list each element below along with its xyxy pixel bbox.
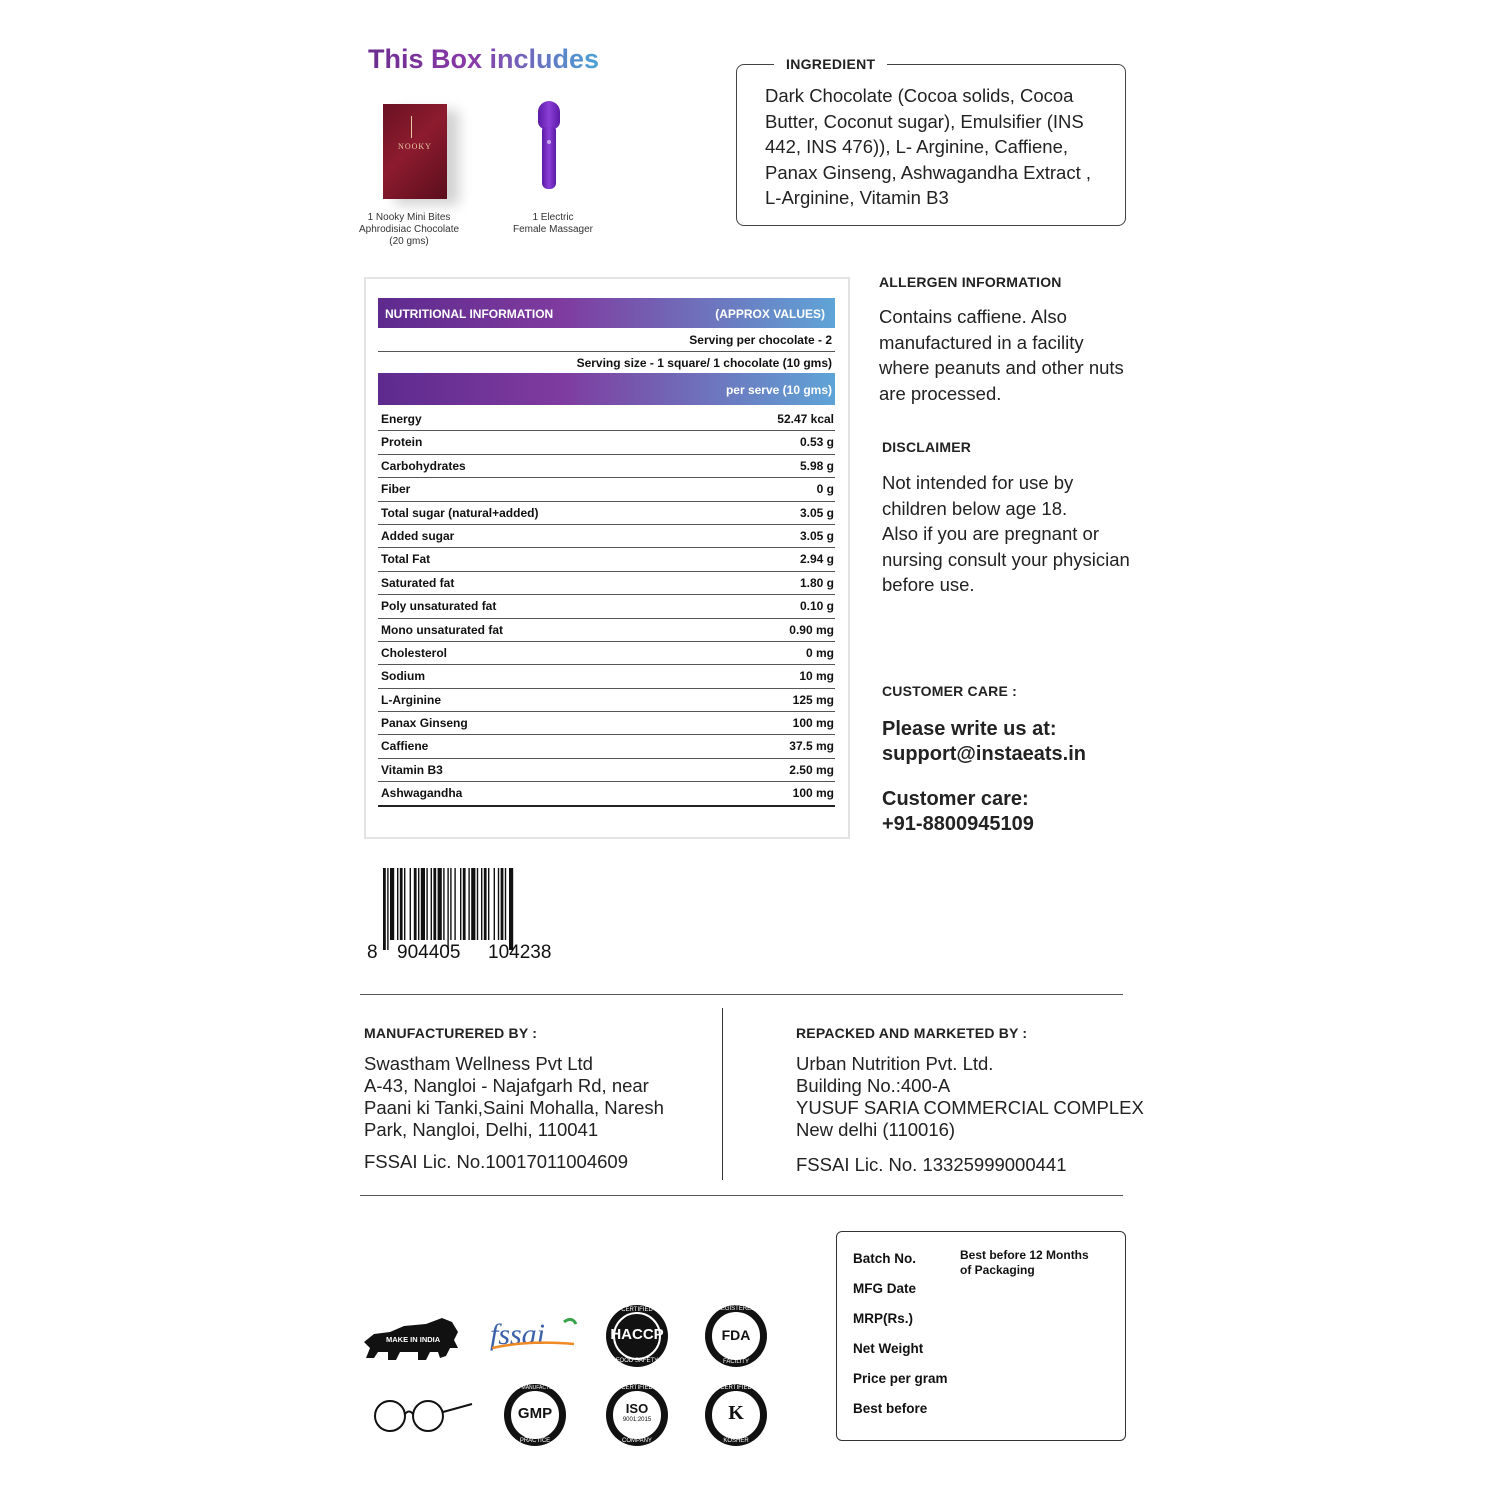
nutrient-value: 100 mg: [792, 716, 834, 731]
iso-ring-top: CERTIFIED: [621, 1385, 653, 1391]
barcode-bar: [426, 868, 427, 940]
gmp-ring-bottom: PRACTICE: [519, 1438, 551, 1444]
serving-size-row: [378, 352, 835, 375]
gmp-ring-top: GOOD MANUFACTURING: [504, 1385, 566, 1391]
customer-care-phone[interactable]: +91-8800945109: [882, 813, 1034, 835]
massager-image: [538, 101, 560, 129]
kosher-text: K: [728, 1402, 744, 1424]
best-note-line: of Packaging: [960, 1263, 1035, 1277]
address-line: A-43, Nangloi - Najafgarh Rd, near: [364, 1075, 649, 1096]
marketer-fssai: FSSAI Lic. No. 13325999000441: [796, 1154, 1067, 1175]
nutrient-name: Mono unsaturated fat: [381, 622, 503, 637]
nutrition-row: [378, 478, 835, 501]
iso-text: ISO: [625, 1401, 649, 1416]
ingredient-line: Butter, Coconut sugar), Emulsifier (INS: [765, 110, 1084, 132]
chocolate-box-image: [383, 104, 447, 199]
iso-badge: [606, 1384, 668, 1446]
caption-line: Aphrodisiac Chocolate: [358, 224, 460, 235]
serving-per: Serving per chocolate - 2: [689, 333, 832, 347]
allergen-line: where peanuts and other nuts: [879, 357, 1124, 378]
manufacturer-label: MANUFACTURERED BY :: [364, 1025, 538, 1041]
nutrient-value: 0.90 mg: [789, 622, 834, 637]
haccp-ring-top: CERTIFIED: [621, 1307, 653, 1313]
barcode-bar: [460, 868, 461, 940]
ingredient-line: 442, INS 476)), L- Arginine, Caffiene,: [765, 136, 1069, 157]
product-caption-massager: [478, 212, 628, 236]
caption-line: 1 Nooky Mini Bites: [367, 212, 451, 223]
nutrition-row: [378, 525, 835, 548]
manufacturer-address: [364, 1053, 664, 1141]
nutrient-name: Carbohydrates: [381, 458, 466, 473]
nutrient-name: Energy: [381, 412, 422, 426]
barcode-bar: [498, 868, 499, 940]
massager-handle: [542, 127, 556, 189]
nutrition-row: [378, 548, 835, 571]
nutrition-row: [378, 408, 835, 431]
fda-ring-top: REGISTERED: [716, 1306, 756, 1312]
nutrient-name: Saturated fat: [381, 575, 455, 590]
nutrition-row: [378, 689, 835, 712]
barcode-bar: [421, 868, 425, 940]
best-note-line: Best before 12 Months: [960, 1248, 1089, 1262]
per-serve-label: per serve (10 gms): [725, 383, 832, 397]
kosher-ring-top: CERTIFIED: [720, 1385, 752, 1391]
gandhi-glasses-logo: [370, 1394, 476, 1434]
allergen-line: are processed.: [879, 382, 1002, 404]
nutrient-value: 1.80 g: [799, 575, 834, 590]
rose-icon: [411, 116, 420, 138]
nutrition-row: [378, 595, 835, 618]
barcode-bar: [501, 868, 504, 940]
allergen-label: ALLERGEN INFORMATION: [879, 274, 1062, 290]
allergen-text: [879, 304, 1124, 406]
barcode-bar: [404, 868, 405, 940]
barcode-digits-right: 104238: [488, 942, 552, 963]
barcode-bar: [433, 868, 436, 940]
haccp-ring-bottom: FOOD SAFETY: [615, 1358, 659, 1364]
nutrient-value: 37.5 mg: [789, 739, 834, 754]
barcode-bar: [410, 868, 411, 940]
barcode-bar: [494, 868, 495, 940]
nutrient-value: 0 mg: [805, 645, 834, 660]
barcode-digits-left: 904405: [397, 942, 461, 963]
fssai-logo: [488, 1314, 578, 1354]
serving-size: Serving size - 1 square/ 1 chocolate (10 gms): [576, 356, 832, 370]
haccp-text: HACCP: [610, 1326, 664, 1343]
batch-no-label: Batch No.: [853, 1251, 917, 1266]
make-in-india-logo: [360, 1312, 462, 1364]
nutrient-value: 10 mg: [799, 669, 834, 684]
nutrition-row: [378, 759, 835, 782]
nutrient-name: Added sugar: [381, 528, 455, 543]
disclaimer-text: [882, 470, 1130, 598]
nutrition-row: [378, 782, 835, 806]
nutrient-name: Total sugar (natural+added): [381, 505, 539, 520]
barcode: [383, 868, 573, 950]
nutrient-name: Vitamin B3: [381, 762, 443, 777]
price-per-gram-label: Price per gram: [853, 1371, 948, 1386]
customer-care-contact: [882, 717, 1086, 837]
customer-care-line: Customer care:: [882, 788, 1029, 810]
nutrition-row: [378, 642, 835, 665]
barcode-bar: [463, 868, 466, 940]
mrp-label: MRP(Rs.): [853, 1311, 913, 1326]
gmp-badge: [504, 1384, 566, 1446]
make-in-india-text: MAKE IN INDIA: [386, 1335, 441, 1344]
address-line: New delhi (110016): [796, 1119, 956, 1140]
barcode-bar: [438, 868, 442, 940]
disclaimer-line: nursing consult your physician: [882, 548, 1130, 570]
marketer-address: [796, 1053, 1144, 1141]
haccp-badge: [606, 1305, 668, 1367]
barcode-bar: [414, 868, 417, 940]
barcode-bar: [387, 868, 388, 950]
iso-sub-text: 9001:2015: [622, 1417, 652, 1423]
address-line: Building No.:400-A: [796, 1075, 951, 1096]
barcode-bar: [471, 868, 475, 940]
nutrient-name: Panax Ginseng: [381, 716, 468, 731]
allergen-line: Contains caffiene. Also: [879, 306, 1067, 327]
address-line: YUSUF SARIA COMMERCIAL COMPLEX: [796, 1097, 1144, 1118]
nutrient-value: 0.53 g: [799, 435, 834, 450]
nutrient-name: Caffiene: [381, 739, 429, 754]
barcode-bar: [443, 868, 444, 940]
nutrition-row: [378, 455, 835, 478]
nutrition-row: [378, 572, 835, 595]
ingredient-line: L-Arginine, Vitamin B3: [765, 187, 949, 208]
ingredient-label: INGREDIENT: [774, 56, 887, 72]
divider-top: [360, 994, 1123, 995]
nutrient-value: 0 g: [816, 482, 834, 497]
massager-button: [547, 140, 551, 144]
address-line: Swastham Wellness Pvt Ltd: [364, 1053, 593, 1074]
barcode-bar: [390, 868, 394, 940]
caption-line: Female Massager: [512, 224, 594, 235]
support-email[interactable]: support@instaeats.in: [882, 743, 1086, 765]
nutrition-row: [378, 502, 835, 525]
nutrient-name: Protein: [381, 435, 423, 450]
nutrition-row: [378, 735, 835, 758]
barcode-bar: [481, 868, 482, 940]
fda-badge: [705, 1305, 767, 1367]
nutrition-row: [378, 619, 835, 642]
nutrient-value: 3.05 g: [799, 528, 834, 543]
nutrient-name: Poly unsaturated fat: [381, 599, 497, 614]
write-us-line: Please write us at:: [882, 718, 1057, 740]
kosher-ring-bottom: KOSHER: [723, 1438, 749, 1444]
fda-ring-bottom: FACILITY: [722, 1359, 749, 1365]
marketer-label: REPACKED AND MARKETED BY :: [796, 1025, 1028, 1041]
disclaimer-line: Also if you are pregnant or: [882, 523, 1099, 544]
ingredient-text: [765, 83, 1110, 211]
product-caption-chocolate: [334, 212, 484, 248]
divider-vertical: [722, 1008, 723, 1180]
barcode-bar: [468, 868, 469, 940]
nutrient-value: 2.50 mg: [789, 762, 834, 777]
address-line: Paani ki Tanki,Saini Mohalla, Naresh: [364, 1097, 664, 1118]
nutrient-value: 3.05 g: [799, 505, 834, 520]
barcode-bar: [505, 868, 506, 940]
address-line: Urban Nutrition Pvt. Ltd.: [796, 1053, 994, 1074]
nutrient-value: 2.94 g: [799, 552, 834, 567]
nutrition-title: NUTRITIONAL INFORMATION: [385, 307, 554, 321]
fda-text: FDA: [721, 1327, 751, 1343]
approx-values: (APPROX VALUES): [715, 307, 825, 321]
nutrition-header: [378, 298, 835, 328]
kosher-badge: [705, 1384, 767, 1446]
ingredient-line: Panax Ginseng, Ashwagandha Extract ,: [765, 161, 1092, 183]
net-weight-label: Net Weight: [853, 1341, 924, 1356]
nutrient-name: L-Arginine: [381, 692, 441, 707]
caption-line: 1 Electric: [532, 212, 574, 223]
caption-line: (20 gms): [389, 236, 429, 247]
disclaimer-label: DISCLAIMER: [882, 439, 972, 455]
nutrient-value: 0.10 g: [799, 599, 834, 614]
nutrient-value: 5.98 g: [799, 458, 834, 473]
barcode-bar: [418, 868, 419, 940]
ingredient-line: Dark Chocolate (Cocoa solids, Cocoa: [765, 85, 1074, 106]
nutrient-name: Sodium: [381, 669, 425, 684]
allergen-line: manufactured in a facility: [879, 331, 1084, 353]
disclaimer-line: Not intended for use by: [882, 472, 1074, 493]
disclaimer-line: children below age 18.: [882, 497, 1068, 519]
barcode-bar: [450, 868, 451, 940]
nutrition-rows: [378, 408, 835, 807]
nutrient-name: Total Fat: [381, 552, 431, 567]
nutrition-row: [378, 712, 835, 735]
nutrient-name: Cholesterol: [381, 645, 448, 660]
serving-per-row: [378, 329, 835, 352]
barcode-bar: [509, 868, 513, 950]
per-serve-header: [378, 373, 835, 405]
barcode-bar: [447, 868, 448, 950]
nutrient-name: Fiber: [381, 482, 411, 497]
barcode-bar: [383, 868, 386, 950]
barcode-bar: [488, 868, 489, 940]
nutrient-value: 100 mg: [792, 786, 834, 801]
barcode-bar: [484, 868, 487, 940]
address-line: Park, Nangloi, Delhi, 110041: [364, 1119, 599, 1140]
best-before-label: Best before: [853, 1401, 928, 1416]
barcode-bar: [400, 868, 403, 940]
best-before-note: [960, 1248, 1100, 1278]
customer-care-label: CUSTOMER CARE :: [882, 683, 1017, 699]
fssai-text: fssai: [490, 1318, 546, 1351]
barcode-digit-first: 8: [367, 942, 378, 963]
iso-ring-bottom: COMPANY: [622, 1438, 652, 1444]
box-title: This Box includes: [368, 44, 600, 74]
nutrition-row: [378, 665, 835, 688]
gmp-text: GMP: [517, 1405, 553, 1422]
barcode-bar: [454, 868, 455, 940]
divider-bottom: [360, 1195, 1123, 1196]
nutrition-row: [378, 431, 835, 454]
barcode-bar: [397, 868, 398, 940]
disclaimer-line: before use.: [882, 574, 975, 595]
barcode-bar: [477, 868, 478, 940]
mfg-date-label: MFG Date: [853, 1281, 917, 1296]
brand-logo: NOOKY: [398, 142, 432, 151]
nutrient-value: 52.47 kcal: [777, 412, 834, 426]
nutrient-name: Ashwagandha: [381, 786, 463, 801]
nutrient-value: 125 mg: [792, 692, 834, 707]
barcode-bar: [431, 868, 432, 940]
manufacturer-fssai: FSSAI Lic. No.10017011004609: [364, 1151, 628, 1172]
